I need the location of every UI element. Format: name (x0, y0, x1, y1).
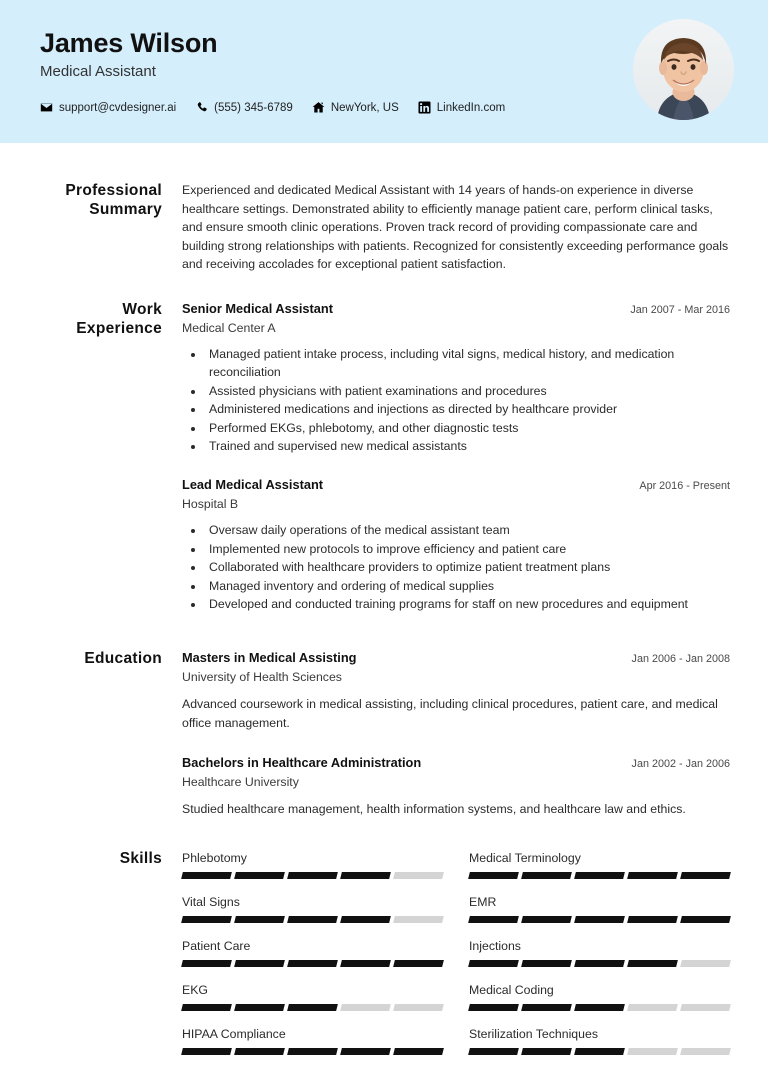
skill-name: Vital Signs (182, 895, 240, 910)
skill-item (182, 981, 443, 1025)
skill-level-bar (469, 872, 730, 879)
contact-item-linkedin[interactable] (418, 101, 505, 114)
section-work-experience (40, 274, 730, 613)
skill-level-segment (468, 872, 519, 879)
skill-name: Patient Care (182, 939, 251, 954)
skill-name: Medical Terminology (469, 851, 581, 866)
skill-level-segment (287, 1048, 338, 1055)
skill-item (469, 981, 730, 1025)
contact-row (40, 101, 730, 114)
entry-header (182, 649, 730, 667)
skill-item (469, 1025, 730, 1069)
skill-level-segment (340, 960, 391, 967)
skills-grid (182, 849, 730, 1069)
skill-level-segment (393, 960, 444, 967)
entry-description: Advanced coursework in medical assisting, including clinical procedures, patient care, and medical office management. (182, 697, 718, 731)
skill-level-segment (574, 916, 625, 923)
skill-level-segment (287, 960, 338, 967)
entry-bullet: • Assisted physicians with patient examinations and procedures (205, 382, 730, 400)
skill-level-bar (182, 872, 443, 879)
skill-level-segment (234, 1004, 285, 1011)
entry (182, 649, 730, 732)
entry-organization: University of Health Sciences (182, 670, 342, 685)
entry-bullet: • Performed EKGs, phlebotomy, and other diagnostic tests (205, 419, 730, 437)
entry-role: Senior Medical Assistant (182, 300, 334, 316)
section-title-skills: Skills (119, 850, 162, 868)
skill-level-bar (182, 960, 443, 967)
skill-level-segment (287, 1004, 338, 1011)
skill-item (469, 893, 730, 937)
entry (182, 754, 730, 819)
entry-header (182, 476, 730, 494)
skill-level-segment (574, 1004, 625, 1011)
section-title-summary: Professional Summary (65, 182, 162, 218)
skill-level-bar (469, 960, 730, 967)
contact-text: NewYork, US (330, 101, 399, 114)
entry-bullet: • Collaborated with healthcare providers to optimize patient treatment plans (205, 558, 730, 576)
skill-item (182, 1025, 443, 1069)
contact-text: LinkedIn.com (436, 101, 506, 114)
skill-level-segment (393, 1004, 444, 1011)
linkedin-icon (418, 101, 431, 114)
contact-item-phone[interactable] (195, 101, 293, 114)
resume-header (0, 0, 768, 143)
skill-level-segment (340, 916, 391, 923)
entry-bullet: • Managed patient intake process, including vital signs, medical history, and medication reconciliation (205, 345, 730, 382)
skill-level-segment (181, 872, 232, 879)
skill-level-segment (234, 872, 285, 879)
skill-level-segment (521, 960, 572, 967)
contact-text: (555) 345-6789 (214, 101, 293, 114)
skill-level-segment (627, 1048, 678, 1055)
entry-date: Jan 2006 - Jan 2008 (631, 653, 730, 666)
skill-level-segment (234, 916, 285, 923)
entry-bullet: • Trained and supervised new medical assistants (205, 437, 730, 455)
skill-level-segment (287, 872, 338, 879)
entry-date: Apr 2016 - Present (639, 480, 730, 493)
skill-level-segment (393, 916, 444, 923)
candidate-name: James Wilson (40, 28, 218, 58)
section-title-work: Work Experience (76, 300, 162, 337)
skill-level-segment (521, 872, 572, 879)
skill-level-bar (469, 1004, 730, 1011)
skill-level-segment (521, 1004, 572, 1011)
entry-bullet-list (182, 521, 730, 613)
skill-level-segment (627, 1004, 678, 1011)
skill-level-segment (181, 1048, 232, 1055)
skill-name: Injections (469, 939, 521, 954)
entry-date: Jan 2007 - Mar 2016 (630, 303, 730, 316)
entry-bullet: • Implemented new protocols to improve efficiency and patient care (205, 540, 730, 558)
skill-level-bar (469, 1048, 730, 1055)
candidate-job-title: Medical Assistant (40, 63, 156, 80)
entry-organization: Healthcare University (182, 774, 299, 789)
skill-name: EKG (182, 983, 208, 998)
entry-organization: Medical Center A (182, 320, 276, 335)
skill-level-bar (182, 916, 443, 923)
skill-level-segment (181, 960, 232, 967)
entry-role: Bachelors in Healthcare Administration (182, 754, 422, 770)
entry-bullet: • Developed and conducted training programs for staff on new procedures and equipment (205, 595, 730, 613)
skill-level-segment (340, 872, 391, 879)
entry-date: Jan 2002 - Jan 2006 (631, 757, 730, 770)
entry-bullet: • Administered medications and injections as directed by healthcare provider (205, 400, 730, 418)
skill-item (182, 937, 443, 981)
summary-text: Experienced and dedicated Medical Assistant with 14 years of hands-on experience in diverse healthcare settings. Demonstrated ability to efficiently manage patient care, perform clinical tasks, and ensure smooth clinic operations. Proven track record of providing compassionate care and building strong relationships with patients. Recognized for consistently exceeding performance goals and receiving accolades for exceptional patient satisfaction. (182, 183, 729, 272)
entry-organization: Hospital B (182, 497, 239, 512)
entry-header (182, 754, 730, 772)
skill-level-segment (234, 960, 285, 967)
entry-header (182, 300, 730, 318)
skill-level-segment (574, 960, 625, 967)
skill-level-segment (393, 872, 444, 879)
skill-level-segment (680, 1048, 731, 1055)
skill-name: EMR (469, 895, 497, 910)
skill-level-segment (181, 916, 232, 923)
resume-body (0, 143, 768, 1069)
section-skills (40, 818, 730, 1069)
entry (182, 476, 730, 613)
entry-role: Lead Medical Assistant (182, 477, 324, 493)
skill-level-segment (680, 1004, 731, 1011)
section-professional-summary (40, 143, 730, 274)
entry-role: Masters in Medical Assisting (182, 650, 357, 666)
skill-level-segment (680, 872, 731, 879)
skill-level-segment (627, 916, 678, 923)
skill-level-segment (680, 916, 731, 923)
section-title-education: Education (84, 650, 162, 668)
skill-item (182, 849, 443, 893)
entry-bullet: • Managed inventory and ordering of medical supplies (205, 577, 730, 595)
skill-level-segment (574, 872, 625, 879)
contact-text: support@cvdesigner.ai (59, 101, 177, 114)
envelope-icon (40, 101, 53, 114)
skill-level-segment (574, 1048, 625, 1055)
skill-level-segment (627, 960, 678, 967)
phone-icon (195, 101, 208, 114)
contact-item-envelope[interactable] (40, 101, 176, 114)
entry-bullet: • Oversaw daily operations of the medical assistant team (205, 521, 730, 539)
skill-level-segment (340, 1004, 391, 1011)
skill-level-bar (182, 1048, 443, 1055)
skill-name: HIPAA Compliance (182, 1027, 286, 1042)
skill-level-segment (234, 1048, 285, 1055)
skill-level-segment (521, 1048, 572, 1055)
skill-level-segment (468, 960, 519, 967)
home-icon (312, 101, 325, 114)
skill-level-bar (182, 1004, 443, 1011)
skill-item (182, 893, 443, 937)
entry (182, 300, 730, 455)
skill-level-segment (340, 1048, 391, 1055)
section-education (40, 613, 730, 818)
skill-item (469, 937, 730, 981)
skill-level-segment (521, 916, 572, 923)
skill-level-segment (680, 960, 731, 967)
skill-level-segment (393, 1048, 444, 1055)
skill-name: Medical Coding (469, 983, 554, 998)
entry-bullet-list (182, 345, 730, 455)
skill-level-segment (181, 1004, 232, 1011)
skill-level-segment (468, 916, 519, 923)
skill-level-segment (627, 872, 678, 879)
skill-item (469, 849, 730, 893)
skill-name: Phlebotomy (182, 851, 247, 866)
contact-item-home[interactable] (312, 101, 399, 114)
skill-level-segment (468, 1004, 519, 1011)
skill-name: Sterilization Techniques (469, 1027, 598, 1042)
skill-level-segment (287, 916, 338, 923)
skill-level-segment (468, 1048, 519, 1055)
skill-level-bar (469, 916, 730, 923)
entry-description: Studied healthcare management, health information systems, and healthcare law and ethics. (182, 801, 686, 816)
profile-photo (633, 19, 734, 120)
